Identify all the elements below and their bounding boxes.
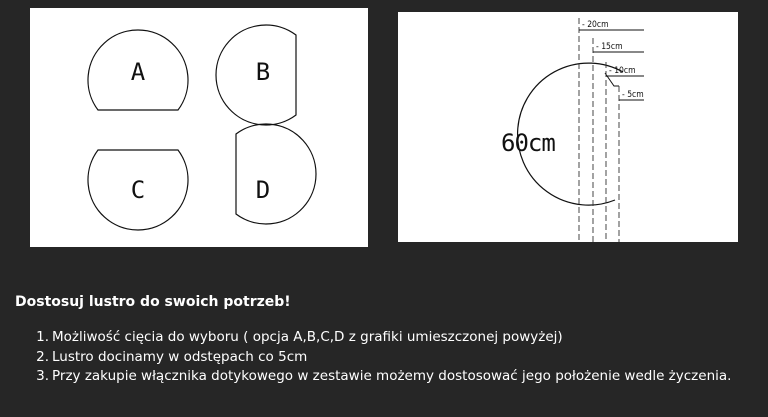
cut-increments-diagram [398, 12, 738, 242]
cut-increments-panel [398, 12, 738, 242]
list-item-number: 3. [36, 368, 49, 384]
list-item [17, 348, 747, 368]
label-20cm: - 20cm [582, 20, 609, 30]
list-item [17, 328, 747, 348]
description-heading: Dostosuj lustro do swoich potrzeb! [15, 294, 291, 310]
label-15cm: - 15cm [596, 42, 623, 52]
shape-d-outline [236, 124, 316, 224]
shape-a-label: A [130, 58, 146, 86]
list-item [17, 367, 747, 387]
diameter-label: 60cm [501, 129, 555, 157]
shape-d-label: D [255, 176, 271, 204]
shape-options-panel [30, 8, 368, 247]
list-item-text: Możliwość cięcia do wyboru ( opcja A,B,C,D z grafiki umieszczonej powyżej) [52, 329, 563, 345]
list-item-text: Przy zakupie włącznika dotykowego w zestawie możemy dostosować jego położenie wedle życzenia. [52, 368, 732, 384]
label-5cm: - 5cm [622, 90, 644, 100]
list-item-text: Lustro docinamy w odstępach co 5cm [52, 348, 308, 365]
shape-options-diagram [30, 8, 368, 247]
shape-b-label: B [255, 58, 271, 86]
label-10cm: - 10cm [609, 66, 636, 76]
list-item-number: 1. [36, 329, 49, 345]
options-list [17, 328, 747, 387]
shape-c-label: C [130, 176, 146, 204]
list-item-number: 2. [36, 348, 49, 365]
